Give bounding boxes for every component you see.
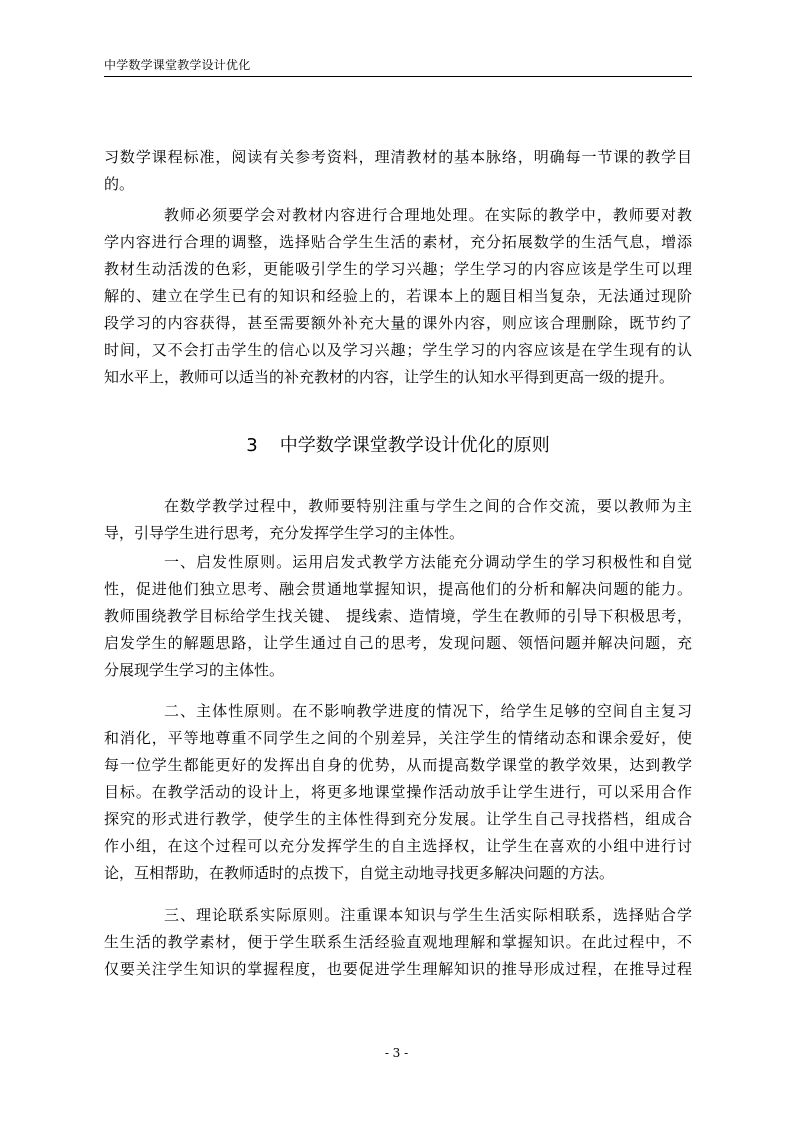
section-title-text: 中学数学课堂教学设计优化的原则: [279, 435, 550, 456]
text-line: 作小组，在这个过程可以充分发挥学生的自主选择权，让学生在喜欢的小组中进行讨: [104, 837, 692, 855]
text-line: 的。: [104, 175, 135, 193]
text-line: 生生活的教学素材，便于学生联系生活经验直观地理解和掌握知识。在此过程中，不: [104, 933, 692, 951]
text-line: 习数学课程标准，阅读有关参考资料，理清教材的基本脉络，明确每一节课的教学目: [104, 148, 692, 166]
paragraph-continuation: [104, 144, 692, 198]
text-line: 目标。在教学活动的设计上，将更多地课堂操作活动放手让学生进行，可以采用合作: [104, 783, 692, 801]
page-number: - 3 -: [384, 1046, 409, 1060]
text-line: 启发学生的解题思路，让学生通过自己的思考，发现问题、领悟问题并解决问题，充: [104, 634, 692, 652]
text-line: 每一位学生都能更好的发挥出自身的优势，从而提高数学课堂的教学效果，达到教学: [104, 756, 692, 774]
text-line: 教师必须要学会对教材内容进行合理地处理。在实际的教学中，教师要对教: [164, 206, 692, 224]
page-header: [104, 56, 692, 77]
text-line: 和消化，平等地尊重不同学生之间的个别差异，关注学生的情绪动态和课余爱好，使: [104, 729, 692, 747]
text-line: 教材生动活泼的色彩，更能吸引学生的学习兴趣；学生学习的内容应该是学生可以理: [104, 260, 692, 278]
text-line: 在数学教学过程中，教师要特别注重与学生之间的合作交流，要以教师为主: [164, 497, 692, 515]
paragraph-heuristic-principle: [104, 549, 692, 684]
paragraph-intro-principles: [104, 493, 692, 547]
header-title: 中学数学课堂教学设计优化: [104, 58, 251, 72]
text-line: 性，促进他们独立思考、融会贯通地掌握知识，提高他们的分析和解决问题的能力。: [104, 580, 692, 598]
text-line: 知水平上，教师可以适当的补充教材的内容，让学生的认知水平得到更高一级的提升。: [104, 368, 675, 386]
text-line: 时间，又不会打击学生的信心以及学习兴趣；学生学习的内容应该是在学生现有的认: [104, 341, 692, 359]
text-line: 三、理论联系实际原则。注重课本知识与学生生活实际相联系，选择贴合学: [164, 906, 692, 924]
paragraph-theory-practice-principle: [104, 902, 692, 983]
text-line: 解的、建立在学生已有的知识和经验上的，若课本上的题目相当复杂，无法通过现阶: [104, 287, 692, 305]
section-heading: [104, 434, 692, 458]
text-line: 导，引导学生进行思考，充分发挥学生学习的主体性。: [104, 524, 465, 542]
text-line: 论，互相帮助，在教师适时的点拨下，自觉主动地寻找更多解决问题的方法。: [104, 864, 615, 882]
paragraph-textbook-handling: [104, 202, 692, 391]
text-line: 一、启发性原则。运用启发式教学方法能充分调动学生的学习积极性和自觉: [164, 553, 692, 571]
text-line: 二、主体性原则。在不影响教学进度的情况下，给学生足够的空间自主复习: [164, 702, 692, 720]
text-line: 探究的形式进行教学，使学生的主体性得到充分发展。让学生自己寻找搭档，组成合: [104, 810, 692, 828]
text-line: 段学习的内容获得，甚至需要额外补充大量的课外内容，则应该合理删除，既节约了: [104, 314, 692, 332]
text-line: 学内容进行合理的调整，选择贴合学生生活的素材，充分拓展数学的生活气息，增添: [104, 233, 692, 251]
paragraph-subjectivity-principle: [104, 698, 692, 887]
section-number: 3: [246, 435, 258, 456]
text-line: 分展现学生学习的主体性。: [104, 661, 285, 679]
text-line: 教师围绕教学目标给学生找关键、 提线索、造情境，学生在教师的引导下积极思考，: [104, 607, 692, 625]
text-line: 仅要关注学生知识的掌握程度，也要促进学生理解知识的推导形成过程，在推导过程: [104, 960, 692, 978]
